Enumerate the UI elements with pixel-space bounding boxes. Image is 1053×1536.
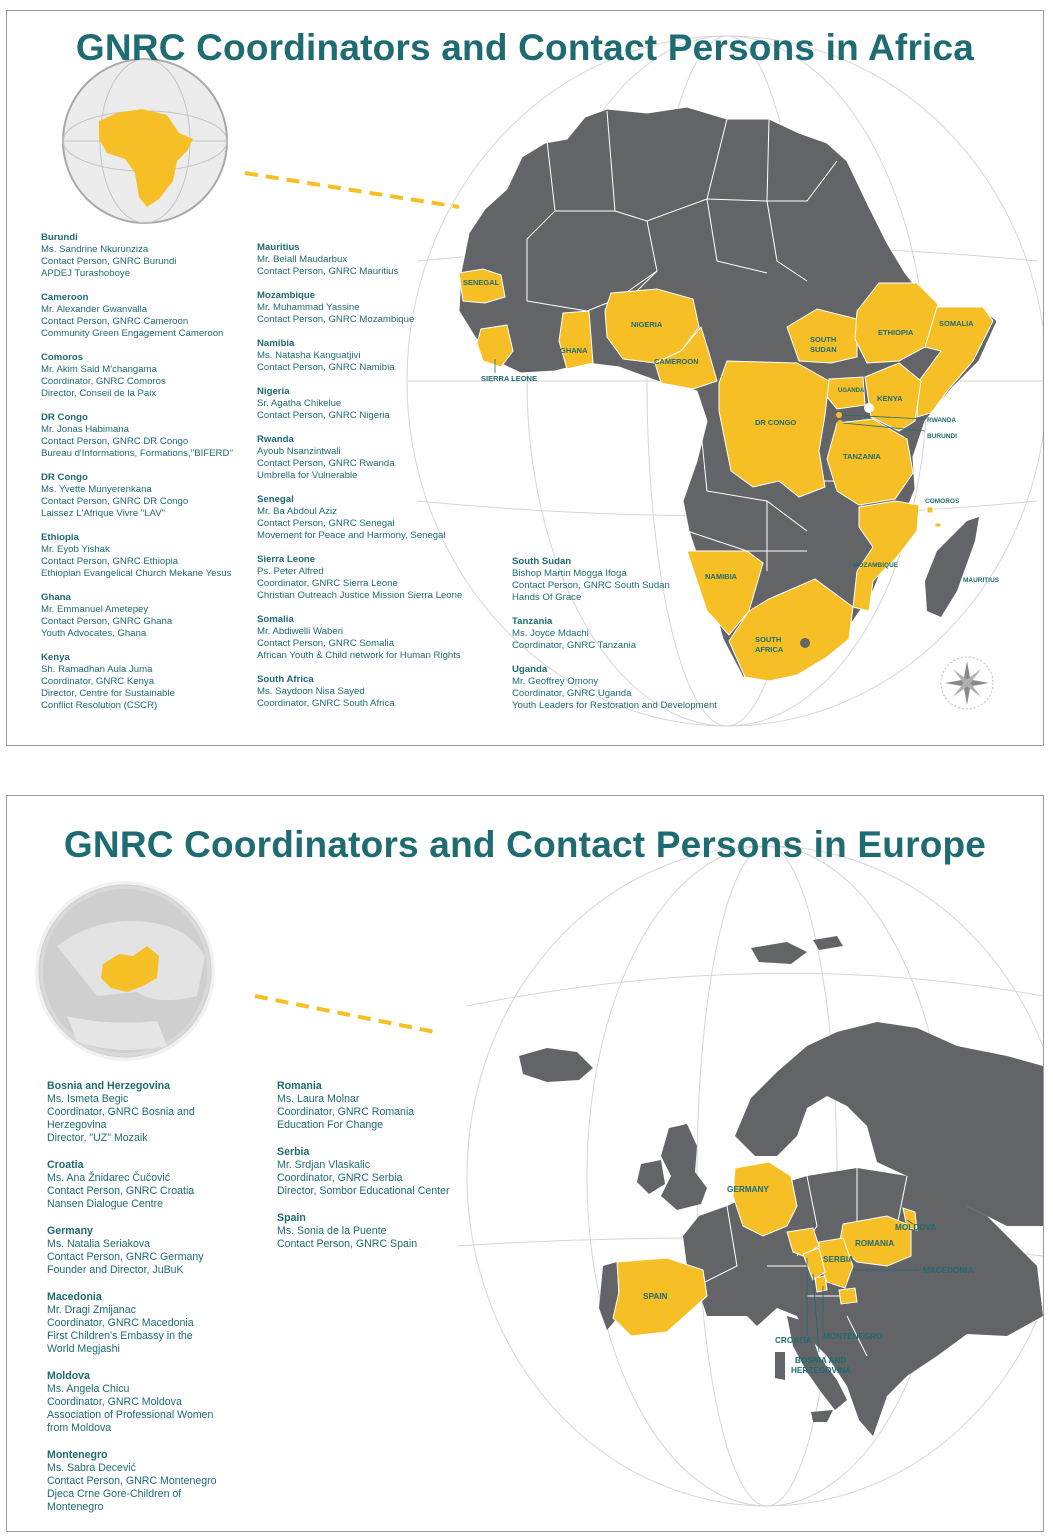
contact-line: Mr. Geoffrey Omony xyxy=(512,676,599,687)
contact-entry xyxy=(257,614,507,662)
contact-line: Mr. Abdiwelli Waberi xyxy=(257,626,344,637)
contact-entry xyxy=(257,290,507,326)
contact-country: Burundi xyxy=(41,232,78,243)
contact-country: Bosnia and Herzegovina xyxy=(47,1080,171,1092)
contact-line: Contact Person, GNRC Spain xyxy=(277,1238,418,1250)
europe-callout-dash xyxy=(255,996,435,1032)
comoros-shape xyxy=(927,507,941,527)
map-label-south-sudan-2: SUDAN xyxy=(810,345,837,354)
iceland-shape xyxy=(519,1048,593,1082)
contact-line: Coordinator, GNRC Tanzania xyxy=(512,640,637,651)
contact-entry xyxy=(41,232,256,280)
ireland-shape xyxy=(637,1160,665,1194)
contact-line: APDEJ Turashoboye xyxy=(41,268,131,279)
map-label-tanzania: TANZANIA xyxy=(843,452,881,461)
contact-country: Namibia xyxy=(257,338,295,349)
map-label-cameroon: CAMEROON xyxy=(654,357,699,366)
contact-line: Coordinator, GNRC Kenya xyxy=(41,676,155,687)
contact-line: Contact Person, GNRC DR Congo xyxy=(41,436,189,447)
contact-line: Contact Person, GNRC Namibia xyxy=(257,362,395,373)
contact-line: Mr. Akim Said M'changama xyxy=(41,364,157,375)
contact-line: Nansen Dialogue Centre xyxy=(47,1198,164,1210)
contact-line: Mr. Ba Abdoul Aziz xyxy=(257,506,337,517)
contact-line: World Megjashi xyxy=(47,1343,120,1355)
compass-rose-icon xyxy=(941,657,993,709)
contact-country: Mauritius xyxy=(257,242,300,253)
madagascar-shape xyxy=(925,517,979,617)
contact-entry xyxy=(257,674,507,710)
contact-line: Coordinator, GNRC Romania xyxy=(277,1106,415,1118)
map-label-bosnia-2: HERZEGOVINA xyxy=(791,1366,852,1375)
contact-entry xyxy=(512,556,762,604)
africa-contacts-col2 xyxy=(257,242,507,710)
map-label-macedonia: MACEDONIA xyxy=(923,1266,974,1275)
contact-line: Sr. Agatha Chikelue xyxy=(257,398,342,409)
contact-entry xyxy=(47,1159,272,1211)
contact-line: Mr. Eyob Yishak xyxy=(41,544,110,555)
contact-entry xyxy=(257,338,507,374)
contact-line: Contact Person, GNRC Cameroon xyxy=(41,316,189,327)
contact-entry xyxy=(47,1449,272,1514)
map-label-romania: ROMANIA xyxy=(855,1239,895,1248)
contact-line: Ms. Sonia de la Puente xyxy=(277,1225,387,1237)
contact-line: Coordinator, GNRC Bosnia and xyxy=(47,1106,195,1118)
contact-line: Director, Centre for Sustainable xyxy=(41,688,175,699)
map-label-mozambique: MOZAMBIQUE xyxy=(853,562,899,569)
map-label-nigeria: NIGERIA xyxy=(631,320,663,329)
africa-globe-inset xyxy=(63,59,227,223)
map-label-ethiopia: ETHIOPIA xyxy=(878,328,914,337)
map-label-somalia: SOMALIA xyxy=(939,319,974,328)
contact-line: Coordinator, GNRC Comoros xyxy=(41,376,166,387)
contact-country: Ghana xyxy=(41,592,71,603)
contact-line: Christian Outreach Justice Mission Sierra Leone xyxy=(257,590,463,601)
contact-line: Contact Person, GNRC Senegal xyxy=(257,518,395,529)
contact-line: Coordinator, GNRC South Africa xyxy=(257,698,395,709)
contact-line: Youth Advocates, Ghana xyxy=(41,628,147,639)
contact-entry xyxy=(41,532,256,580)
contact-line: Youth Leaders for Restoration and Development xyxy=(512,700,717,711)
contact-country: Montenegro xyxy=(47,1449,108,1461)
africa-contacts-col1 xyxy=(41,232,256,712)
map-label-namibia: NAMIBIA xyxy=(705,572,738,581)
africa-panel xyxy=(6,10,1044,746)
contact-entry xyxy=(512,616,762,652)
contact-entry xyxy=(47,1291,272,1356)
map-label-moldova: MOLDOVA xyxy=(895,1223,937,1232)
contact-country: Ethiopia xyxy=(41,532,79,543)
map-label-dr-congo: DR CONGO xyxy=(755,418,797,427)
contact-entry xyxy=(257,434,507,482)
contact-line: Mr. Dragi Zmijanac xyxy=(47,1304,136,1316)
contact-country: Serbia xyxy=(277,1146,310,1158)
contact-line: Umbrella for Vulnerable xyxy=(257,470,358,481)
macedonia-shape xyxy=(839,1288,857,1304)
contact-line: Ms. Sabra Decević xyxy=(47,1462,136,1474)
map-label-uganda: UGANDA xyxy=(838,388,865,394)
contact-line: Ms. Angela Chicu xyxy=(47,1383,130,1395)
contact-line: Sh. Ramadhan Aula Juma xyxy=(41,664,153,675)
germany-shape xyxy=(733,1162,797,1236)
contact-country: South Africa xyxy=(257,674,314,685)
contact-line: Contact Person, GNRC Rwanda xyxy=(257,458,395,469)
europe-globe-inset xyxy=(39,885,211,1057)
map-label-bosnia-1: BOSNIA AND xyxy=(795,1356,847,1365)
contact-entry xyxy=(257,494,507,542)
contact-line: Contact Person, GNRC South Sudan xyxy=(512,580,670,591)
europe-contacts-col1 xyxy=(47,1080,272,1514)
contact-line: Contact Person, GNRC Germany xyxy=(47,1251,204,1263)
contact-country: Sierra Leone xyxy=(257,554,316,565)
contact-line: Herzegovina xyxy=(47,1119,107,1131)
contact-line: Contact Person, GNRC Montenegro xyxy=(47,1475,217,1487)
contact-line: Contact Person, GNRC Somalia xyxy=(257,638,395,649)
sicily-shape xyxy=(811,1410,833,1422)
contact-line: Ethiopian Evangelical Church Mekane Yesus xyxy=(41,568,232,579)
contact-country: DR Congo xyxy=(41,412,88,423)
lake-victoria-shape xyxy=(864,403,874,413)
contact-entry xyxy=(41,292,256,340)
contact-country: Moldova xyxy=(47,1370,90,1382)
contact-line: Ms. Sandrine Nkurunziza xyxy=(41,244,149,255)
lesotho-shape xyxy=(800,638,810,648)
contact-line: Contact Person, GNRC Ghana xyxy=(41,616,173,627)
ghana-shape xyxy=(559,311,593,369)
contact-line: Community Green Engagement Cameroon xyxy=(41,328,224,339)
contact-line: Ms. Saydoon Nisa Sayed xyxy=(257,686,365,697)
contact-line: African Youth & Child network for Human Rights xyxy=(257,650,461,661)
contact-country: DR Congo xyxy=(41,472,88,483)
contact-country: Comoros xyxy=(41,352,84,363)
contact-line: Djeca Crne Gore-Children of xyxy=(47,1488,182,1500)
contact-entry xyxy=(257,242,507,278)
contact-line: Coordinator, GNRC Sierra Leone xyxy=(257,578,398,589)
contact-country: Kenya xyxy=(41,652,70,663)
uk-shape xyxy=(661,1124,707,1210)
contact-line: Mr. Belall Maudarbux xyxy=(257,254,348,265)
contact-entry xyxy=(47,1225,272,1277)
contact-line: Conflict Resolution (CSCR) xyxy=(41,700,158,711)
contact-country: South Sudan xyxy=(512,556,572,567)
contact-line: Ayoub Nsanzintwali xyxy=(257,446,341,457)
contact-entry xyxy=(257,386,507,422)
montenegro-shape xyxy=(815,1276,827,1292)
contact-line: Founder and Director, JuBuK xyxy=(47,1264,184,1276)
contact-entry xyxy=(277,1080,537,1132)
contact-line: Ps. Peter Alfred xyxy=(257,566,324,577)
contact-country: Germany xyxy=(47,1225,93,1237)
contact-line: Contact Person, GNRC Mauritius xyxy=(257,266,399,277)
contact-line: Bishop Martin Mogga Ifoga xyxy=(512,568,627,579)
svalbard-shape xyxy=(751,936,843,964)
contact-entry xyxy=(41,592,256,640)
contact-country: Croatia xyxy=(47,1159,84,1171)
contact-line: Mr. Emmanuel Ametepey xyxy=(41,604,149,615)
map-label-south-africa-1: SOUTH xyxy=(755,635,782,644)
map-label-rwanda: RWANDA xyxy=(927,417,957,424)
contact-line: Ms. Natalia Seriakova xyxy=(47,1238,151,1250)
map-label-south-africa-2: AFRICA xyxy=(755,645,784,654)
contact-country: Rwanda xyxy=(257,434,294,445)
contact-line: Contact Person, GNRC Croatia xyxy=(47,1185,195,1197)
sardinia-shape xyxy=(775,1352,785,1380)
contact-country: Tanzania xyxy=(512,616,553,627)
contact-line: Coordinator, GNRC Macedonia xyxy=(47,1317,194,1329)
contact-line: Mr. Alexander Gwanvalla xyxy=(41,304,148,315)
map-label-montenegro: MONTENEGRO xyxy=(823,1332,883,1341)
contact-line: Mr. Srdjan Vlaskalic xyxy=(277,1159,371,1171)
contact-line: Coordinator, GNRC Uganda xyxy=(512,688,632,699)
map-label-burundi: BURUNDI xyxy=(927,433,957,440)
map-label-spain: SPAIN xyxy=(643,1292,668,1301)
contact-line: Ms. Ana Žnidarec Čučović xyxy=(47,1172,171,1184)
contact-line: Contact Person, GNRC Nigeria xyxy=(257,410,390,421)
contact-country: Macedonia xyxy=(47,1291,102,1303)
contact-entry xyxy=(47,1370,272,1435)
contact-line: Movement for Peace and Harmony, Senegal xyxy=(257,530,446,541)
europe-title: GNRC Coordinators and Contact Persons in Europe xyxy=(63,824,987,865)
contact-line: Mr. Jonas Habimana xyxy=(41,424,129,435)
contact-line: Contact Person, GNRC Mozambique xyxy=(257,314,415,325)
contact-country: Nigeria xyxy=(257,386,290,397)
map-label-ghana: GHANA xyxy=(560,346,588,355)
contact-country: Senegal xyxy=(257,494,294,505)
contact-line: Director, Conseil de la Paix xyxy=(41,388,157,399)
contact-line: Association of Professional Women xyxy=(47,1409,214,1421)
europe-panel xyxy=(6,795,1044,1532)
contact-country: Cameroon xyxy=(41,292,89,303)
contact-line: Contact Person, GNRC Ethiopia xyxy=(41,556,179,567)
contact-country: Somalia xyxy=(257,614,294,625)
map-label-south-sudan-1: SOUTH xyxy=(810,335,837,344)
map-label-comoros: COMOROS xyxy=(925,498,960,505)
contact-entry xyxy=(257,554,507,602)
contact-entry xyxy=(41,652,256,712)
contact-country: Uganda xyxy=(512,664,548,675)
contact-line: Ms. Laura Molnar xyxy=(277,1093,360,1105)
burundi-marker xyxy=(837,420,843,426)
map-label-sierra-leone: SIERRA LEONE xyxy=(481,374,537,383)
contact-line: Ms. Yvette Munyerenkana xyxy=(41,484,152,495)
contact-line: Bureau d'Informations, Formations,''BIFERD'' xyxy=(41,448,234,459)
rwanda-marker xyxy=(836,412,842,418)
contact-entry xyxy=(47,1080,272,1145)
contact-line: Coordinator, GNRC Moldova xyxy=(47,1396,182,1408)
contact-country: Spain xyxy=(277,1212,306,1224)
contact-line: Director, Sombor Educational Center xyxy=(277,1185,450,1197)
contact-line: from Moldova xyxy=(47,1422,112,1434)
contact-entry xyxy=(277,1146,537,1198)
africa-contacts-col3 xyxy=(512,556,762,712)
map-label-germany: GERMANY xyxy=(727,1185,769,1194)
map-label-kenya: KENYA xyxy=(877,394,903,403)
contact-country: Romania xyxy=(277,1080,322,1092)
map-label-mauritius: MAURITIUS xyxy=(963,577,1000,584)
contact-line: Laissez L'Afrique Vivre "LAV" xyxy=(41,508,166,519)
contact-line: Ms. Natasha Kanguatjivi xyxy=(257,350,361,361)
contact-entry xyxy=(512,664,762,712)
contact-line: Director, "UZ" Mozaik xyxy=(47,1132,148,1144)
contact-line: First Children's Embassy in the xyxy=(47,1330,193,1342)
contact-line: Contact Person, GNRC Burundi xyxy=(41,256,177,267)
contact-line: Contact Person, GNRC DR Congo xyxy=(41,496,189,507)
contact-line: Ms. Joyce Mdachi xyxy=(512,628,589,639)
contact-country: Mozambique xyxy=(257,290,316,301)
map-label-senegal: SENEGAL xyxy=(463,278,500,287)
contact-line: Education For Change xyxy=(277,1119,384,1131)
contact-entry xyxy=(277,1212,537,1251)
map-label-croatia: CROATIA xyxy=(775,1336,812,1345)
contact-line: Coordinator, GNRC Serbia xyxy=(277,1172,403,1184)
contact-entry xyxy=(41,472,256,520)
africa-title: GNRC Coordinators and Contact Persons in Africa xyxy=(75,27,975,68)
africa-callout-dash xyxy=(245,173,459,207)
contact-line: Mr. Muhammad Yassine xyxy=(257,302,360,313)
contact-entry xyxy=(41,352,256,400)
map-label-serbia: SERBIA xyxy=(823,1255,854,1264)
contact-line: Hands Of Grace xyxy=(512,592,582,603)
contact-entry xyxy=(41,412,256,460)
contact-line: Ms. Ismeta Begic xyxy=(47,1093,129,1105)
contact-line: Montenegro xyxy=(47,1501,104,1513)
europe-contacts-col2 xyxy=(277,1080,537,1251)
